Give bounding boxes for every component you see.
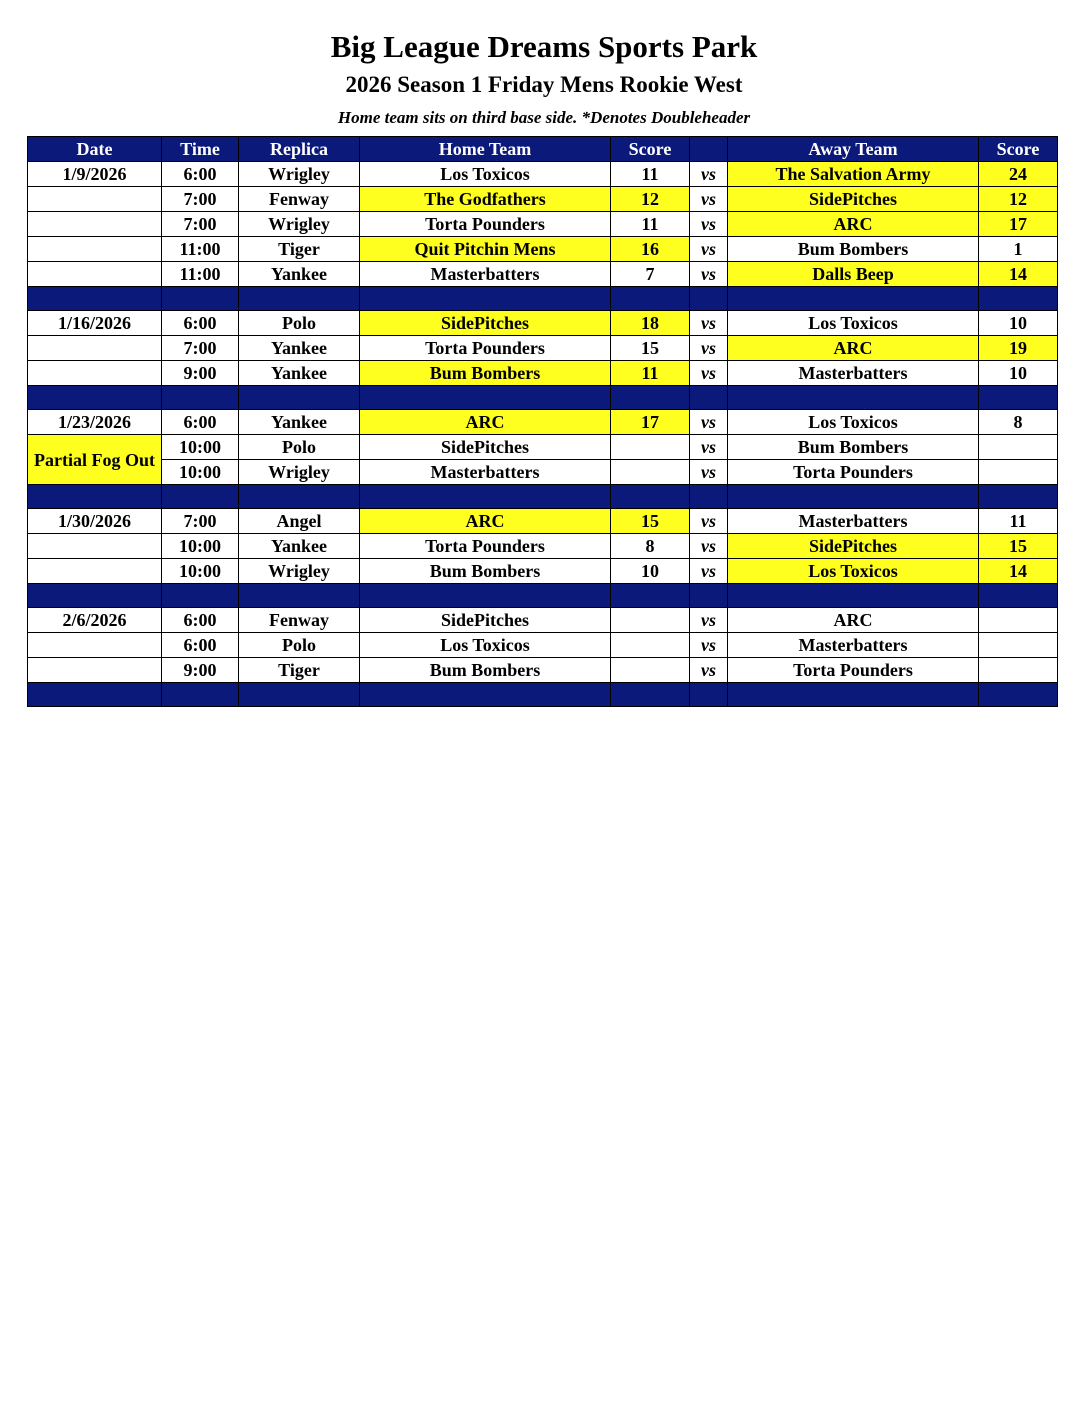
away-score: 10 [979, 361, 1058, 386]
away-score: 17 [979, 212, 1058, 237]
vs-label: vs [690, 361, 728, 386]
game-replica: Wrigley [239, 162, 360, 187]
game-row [28, 262, 1058, 287]
separator-cell [360, 683, 611, 707]
game-time: 10:00 [162, 435, 239, 460]
separator-cell [690, 683, 728, 707]
separator-cell [979, 287, 1058, 311]
game-replica: Yankee [239, 534, 360, 559]
game-time: 7:00 [162, 212, 239, 237]
game-replica: Polo [239, 311, 360, 336]
game-row [28, 658, 1058, 683]
game-date-empty [28, 187, 162, 212]
game-time: 9:00 [162, 361, 239, 386]
col-away-score: Score [979, 137, 1058, 162]
away-score: 1 [979, 237, 1058, 262]
vs-label: vs [690, 262, 728, 287]
home-score: 11 [611, 162, 690, 187]
week-separator [28, 584, 1058, 608]
vs-label: vs [690, 460, 728, 485]
game-time: 7:00 [162, 509, 239, 534]
game-row [28, 435, 1058, 460]
separator-cell [979, 683, 1058, 707]
game-row [28, 162, 1058, 187]
game-row [28, 187, 1058, 212]
home-team: Masterbatters [360, 460, 611, 485]
home-team: Torta Pounders [360, 534, 611, 559]
separator-cell [728, 287, 979, 311]
away-team: Dalls Beep [728, 262, 979, 287]
away-score [979, 435, 1058, 460]
col-home-team: Home Team [360, 137, 611, 162]
home-score [611, 608, 690, 633]
home-score: 7 [611, 262, 690, 287]
home-score: 16 [611, 237, 690, 262]
home-score: 18 [611, 311, 690, 336]
away-team: ARC [728, 212, 979, 237]
separator-cell [239, 683, 360, 707]
separator-cell [162, 386, 239, 410]
game-replica: Yankee [239, 361, 360, 386]
game-date-empty [28, 336, 162, 361]
home-team: Quit Pitchin Mens [360, 237, 611, 262]
schedule-table [27, 136, 1058, 707]
away-score [979, 608, 1058, 633]
home-team: Torta Pounders [360, 212, 611, 237]
separator-cell [611, 485, 690, 509]
col-time: Time [162, 137, 239, 162]
game-replica: Polo [239, 633, 360, 658]
vs-label: vs [690, 509, 728, 534]
away-team: Masterbatters [728, 509, 979, 534]
separator-cell [690, 485, 728, 509]
separator-cell [28, 287, 162, 311]
separator-cell [690, 287, 728, 311]
page-title: Big League Dreams Sports Park [330, 29, 758, 64]
game-replica: Yankee [239, 410, 360, 435]
game-row [28, 237, 1058, 262]
game-date-empty [28, 534, 162, 559]
game-replica: Angel [239, 509, 360, 534]
game-row [28, 311, 1058, 336]
separator-cell [162, 683, 239, 707]
home-score: 8 [611, 534, 690, 559]
separator-cell [360, 485, 611, 509]
away-score: 15 [979, 534, 1058, 559]
separator-cell [28, 584, 162, 608]
game-date-empty [28, 212, 162, 237]
vs-label: vs [690, 187, 728, 212]
away-team: SidePitches [728, 534, 979, 559]
away-score: 12 [979, 187, 1058, 212]
away-team: Bum Bombers [728, 435, 979, 460]
game-time: 10:00 [162, 559, 239, 584]
col-away-team: Away Team [728, 137, 979, 162]
separator-cell [979, 485, 1058, 509]
week-separator [28, 683, 1058, 707]
away-team: Masterbatters [728, 361, 979, 386]
game-row [28, 534, 1058, 559]
game-replica: Wrigley [239, 559, 360, 584]
schedule-body [28, 162, 1058, 707]
doubleheader-note: Home team sits on third base side. *Denotes Doubleheader [337, 108, 751, 127]
game-date-empty [28, 262, 162, 287]
away-team: Los Toxicos [728, 311, 979, 336]
home-score: 17 [611, 410, 690, 435]
col-replica: Replica [239, 137, 360, 162]
col-date: Date [28, 137, 162, 162]
separator-cell [28, 683, 162, 707]
home-score: 15 [611, 336, 690, 361]
game-date-empty [28, 559, 162, 584]
home-score: 11 [611, 212, 690, 237]
home-score [611, 460, 690, 485]
game-row [28, 212, 1058, 237]
game-replica: Wrigley [239, 460, 360, 485]
vs-label: vs [690, 162, 728, 187]
game-row [28, 559, 1058, 584]
home-team: SidePitches [360, 435, 611, 460]
away-team: Bum Bombers [728, 237, 979, 262]
separator-cell [360, 287, 611, 311]
game-time: 11:00 [162, 262, 239, 287]
vs-label: vs [690, 608, 728, 633]
away-score: 24 [979, 162, 1058, 187]
away-score: 14 [979, 262, 1058, 287]
home-score: 11 [611, 361, 690, 386]
game-time: 6:00 [162, 633, 239, 658]
away-score: 14 [979, 559, 1058, 584]
game-date-empty [28, 237, 162, 262]
game-time: 6:00 [162, 311, 239, 336]
game-date: 2/6/2026 [28, 608, 162, 633]
week-separator [28, 287, 1058, 311]
home-score [611, 633, 690, 658]
game-time: 6:00 [162, 162, 239, 187]
separator-cell [360, 584, 611, 608]
game-date: 1/9/2026 [28, 162, 162, 187]
away-score: 11 [979, 509, 1058, 534]
game-row [28, 361, 1058, 386]
separator-cell [611, 287, 690, 311]
game-time: 7:00 [162, 336, 239, 361]
separator-cell [728, 584, 979, 608]
game-replica: Tiger [239, 658, 360, 683]
home-team: Bum Bombers [360, 361, 611, 386]
separator-cell [728, 683, 979, 707]
game-time: 10:00 [162, 534, 239, 559]
separator-cell [28, 386, 162, 410]
away-team: Los Toxicos [728, 410, 979, 435]
game-replica: Polo [239, 435, 360, 460]
separator-cell [239, 584, 360, 608]
away-score [979, 658, 1058, 683]
separator-cell [690, 584, 728, 608]
home-team: Los Toxicos [360, 633, 611, 658]
separator-cell [690, 386, 728, 410]
home-team: Los Toxicos [360, 162, 611, 187]
away-team: Torta Pounders [728, 460, 979, 485]
game-replica: Wrigley [239, 212, 360, 237]
away-team: Masterbatters [728, 633, 979, 658]
game-time: 6:00 [162, 608, 239, 633]
separator-cell [28, 485, 162, 509]
home-score: 10 [611, 559, 690, 584]
game-time: 6:00 [162, 410, 239, 435]
game-replica: Yankee [239, 336, 360, 361]
away-score: 19 [979, 336, 1058, 361]
page-subtitle: 2026 Season 1 Friday Mens Rookie West [345, 72, 743, 97]
game-row [28, 336, 1058, 361]
home-score [611, 658, 690, 683]
separator-cell [239, 386, 360, 410]
away-team: SidePitches [728, 187, 979, 212]
away-score [979, 633, 1058, 658]
away-team: ARC [728, 608, 979, 633]
separator-cell [979, 386, 1058, 410]
away-score: 8 [979, 410, 1058, 435]
separator-cell [239, 287, 360, 311]
game-date-empty [28, 361, 162, 386]
away-team: Los Toxicos [728, 559, 979, 584]
home-team: ARC [360, 509, 611, 534]
game-row [28, 410, 1058, 435]
separator-cell [728, 485, 979, 509]
vs-label: vs [690, 435, 728, 460]
vs-label: vs [690, 311, 728, 336]
home-team: SidePitches [360, 311, 611, 336]
col-home-score: Score [611, 137, 690, 162]
home-team: Masterbatters [360, 262, 611, 287]
game-replica: Yankee [239, 262, 360, 287]
home-team: Bum Bombers [360, 658, 611, 683]
vs-label: vs [690, 237, 728, 262]
week-separator [28, 485, 1058, 509]
separator-cell [728, 386, 979, 410]
vs-label: vs [690, 658, 728, 683]
away-team: Torta Pounders [728, 658, 979, 683]
vs-label: vs [690, 559, 728, 584]
game-time: 7:00 [162, 187, 239, 212]
game-date-empty [28, 658, 162, 683]
separator-cell [611, 386, 690, 410]
separator-cell [611, 683, 690, 707]
game-time: 11:00 [162, 237, 239, 262]
game-time: 10:00 [162, 460, 239, 485]
week-separator [28, 386, 1058, 410]
home-score: 12 [611, 187, 690, 212]
home-team: The Godfathers [360, 187, 611, 212]
fog-out-note: Partial Fog Out [28, 435, 162, 485]
separator-cell [162, 485, 239, 509]
home-score [611, 435, 690, 460]
home-score: 15 [611, 509, 690, 534]
game-replica: Fenway [239, 187, 360, 212]
game-row [28, 460, 1058, 485]
game-replica: Fenway [239, 608, 360, 633]
separator-cell [239, 485, 360, 509]
home-team: ARC [360, 410, 611, 435]
separator-cell [611, 584, 690, 608]
vs-label: vs [690, 212, 728, 237]
game-replica: Tiger [239, 237, 360, 262]
away-score: 10 [979, 311, 1058, 336]
game-date-empty [28, 633, 162, 658]
col-vs [690, 137, 728, 162]
vs-label: vs [690, 410, 728, 435]
away-score [979, 460, 1058, 485]
separator-cell [162, 584, 239, 608]
away-team: The Salvation Army [728, 162, 979, 187]
vs-label: vs [690, 336, 728, 361]
separator-cell [979, 584, 1058, 608]
vs-label: vs [690, 534, 728, 559]
game-row [28, 633, 1058, 658]
game-date: 1/30/2026 [28, 509, 162, 534]
vs-label: vs [690, 633, 728, 658]
game-date: 1/23/2026 [28, 410, 162, 435]
away-team: ARC [728, 336, 979, 361]
game-row [28, 509, 1058, 534]
game-row [28, 608, 1058, 633]
home-team: SidePitches [360, 608, 611, 633]
home-team: Bum Bombers [360, 559, 611, 584]
home-team: Torta Pounders [360, 336, 611, 361]
separator-cell [360, 386, 611, 410]
game-date: 1/16/2026 [28, 311, 162, 336]
game-time: 9:00 [162, 658, 239, 683]
separator-cell [162, 287, 239, 311]
header-row [28, 137, 1058, 162]
